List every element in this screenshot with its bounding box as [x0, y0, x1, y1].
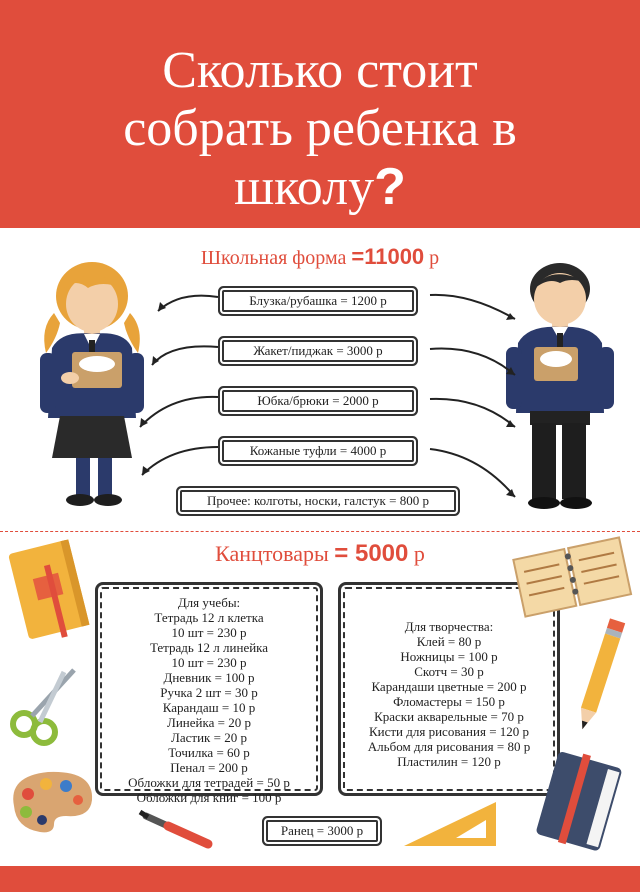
uniform-item-shoes: Кожаные туфли = 4000 р	[222, 440, 414, 462]
section-divider	[0, 531, 640, 532]
list-item: Обложки для книг = 100 р	[136, 790, 282, 805]
title-line-3	[0, 158, 640, 217]
palette-icon	[4, 766, 98, 836]
list-item: Альбом для рисования = 80 р	[367, 739, 531, 754]
title-line-2: собрать ребенка в	[123, 100, 517, 157]
question-mark: ?	[374, 158, 406, 216]
list-item: Дневник = 100 р	[163, 670, 255, 685]
list-item: Пластилин = 120 р	[397, 754, 501, 769]
title-line-3-text: школу	[234, 159, 375, 216]
list-item: Карандаши цветные = 200 р	[371, 679, 527, 694]
list-item: Ластик = 20 р	[171, 730, 247, 745]
list-item: Тетрадь 12 л клетка	[154, 610, 264, 625]
list-item: Пенал = 200 р	[170, 760, 248, 775]
uniform-currency: р	[424, 247, 440, 269]
list-item: 10 шт = 230 р	[171, 625, 247, 640]
list-item: Клей = 80 р	[416, 634, 482, 649]
stationery-total: = 5000	[334, 540, 409, 567]
list-item: Ручка 2 шт = 30 р	[160, 685, 258, 700]
list-item: Карандаш = 10 р	[162, 700, 256, 715]
list-item: Линейка = 20 р	[167, 715, 251, 730]
stationery-currency: р	[408, 541, 425, 566]
uniform-item-skirt: Юбка/брюки = 2000 р	[222, 390, 414, 412]
list-item: Ножницы = 100 р	[400, 649, 498, 664]
uniform-total: =11000	[351, 244, 425, 269]
triangle-ruler-icon	[400, 798, 500, 850]
title-line-1: Сколько стоит	[162, 42, 478, 99]
uniform-item-jacket: Жакет/пиджак = 3000 р	[222, 340, 414, 362]
uniform-item-other: Прочее: колготы, носки, галстук = 800 р	[180, 490, 456, 512]
open-notebook-icon	[510, 534, 634, 618]
page-title	[0, 42, 640, 217]
list-item: Кисти для рисования = 120 р	[368, 724, 530, 739]
uniform-label: Школьная форма	[200, 247, 352, 269]
list-item: 10 шт = 230 р	[171, 655, 247, 670]
notebook-icon	[6, 535, 96, 645]
brush-icon	[138, 808, 214, 852]
creative-list-title: Для творчества:	[404, 619, 494, 634]
list-item: Краски акварельные = 70 р	[374, 709, 524, 724]
study-list-title: Для учебы:	[177, 595, 241, 610]
list-item: Тетрадь 12 л линейка	[149, 640, 269, 655]
list-item: Обложки для тетрадей = 50 р	[128, 775, 290, 790]
backpack-price: Ранец = 3000 р	[266, 820, 378, 842]
uniform-item-blouse: Блузка/рубашка = 1200 р	[222, 290, 414, 312]
study-supplies-list	[95, 582, 323, 805]
list-item: Фломастеры = 150 р	[393, 694, 505, 709]
footer-bar	[0, 866, 640, 892]
pencil-icon	[570, 612, 630, 738]
list-item: Скотч = 30 р	[414, 664, 484, 679]
scissors-icon	[4, 662, 84, 746]
stationery-label: Канцтовары	[215, 541, 335, 566]
planner-icon	[528, 748, 628, 854]
header-banner	[0, 0, 640, 228]
list-item: Точилка = 60 р	[168, 745, 250, 760]
